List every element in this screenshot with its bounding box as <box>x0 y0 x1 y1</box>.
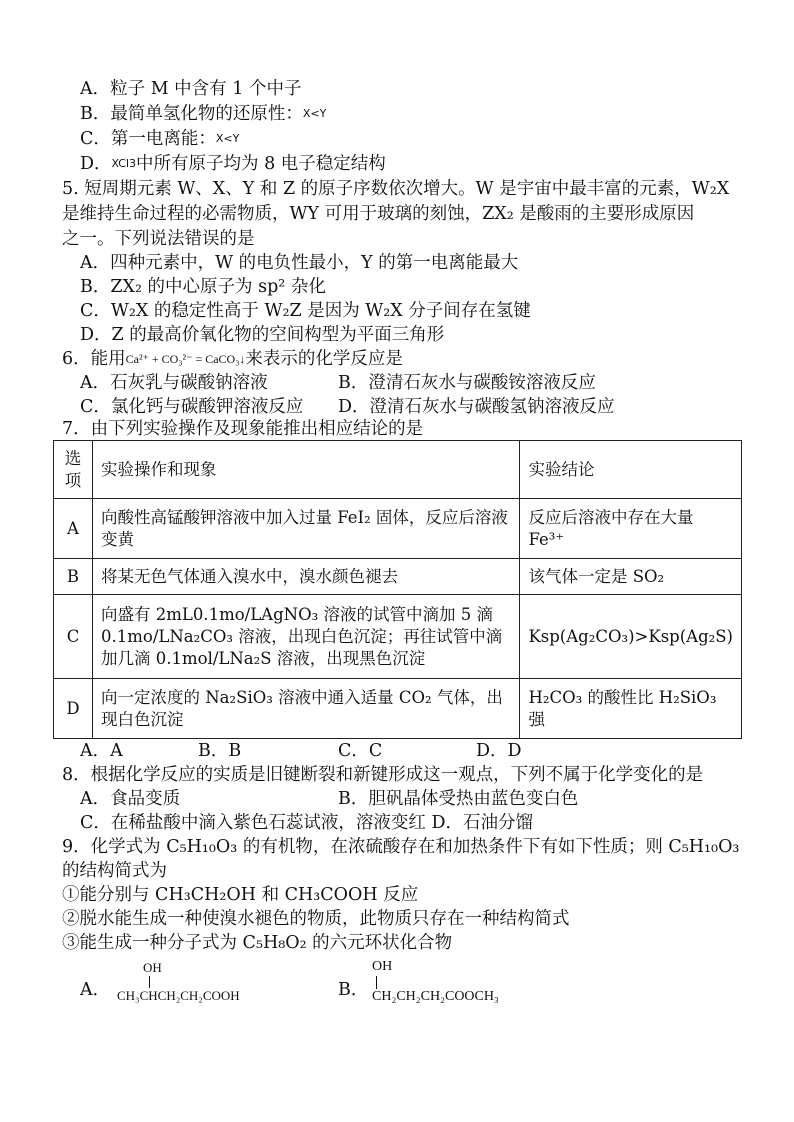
q4-option-c <box>80 127 239 151</box>
q4-option-c-text: C．第一电离能： <box>80 129 216 149</box>
row-option: B <box>54 559 93 595</box>
q6-option-b: B．澄清石灰水与碳酸铵溶液反应 <box>338 373 596 393</box>
q5-stem-1: 5. 短周期元素 W、X、Y 和 Z 的原子序数依次增大。W 是宇宙中最丰富的元素，W₂X <box>62 179 730 199</box>
q9-stem-2: 的结构简式为 <box>62 861 167 881</box>
row-operation: 将某无色气体通入溴水中，溴水颜色褪去 <box>93 559 520 595</box>
q9-property-1: ①能分别与 CH₃CH₂OH 和 CH₃COOH 反应 <box>62 885 419 905</box>
q4-option-d-formula: XCl3 <box>111 157 137 170</box>
q7-experiment-table <box>53 440 742 739</box>
q4-option-a: A．粒子 M 中含有 1 个中子 <box>80 79 302 99</box>
q4-option-b-text: B．最简单氢化物的还原性： <box>80 104 303 124</box>
q4-option-c-tail: X<Y <box>215 132 240 145</box>
q6-stem-pre: 6．能用 <box>62 349 126 369</box>
q4-option-b-tail: X<Y <box>302 107 327 120</box>
q4-option-d-text: 中所有原子均为 8 电子稳定结构 <box>136 154 386 174</box>
q9-option-b-oh: OH <box>372 959 393 974</box>
table-header-row <box>54 441 742 499</box>
header-operation: 实验操作和现象 <box>93 441 520 499</box>
q4-option-d <box>80 152 386 176</box>
table-row <box>54 679 742 739</box>
q8-option-b: B．胆矾晶体受热由蓝色变白色 <box>338 789 579 809</box>
q6-equation: Ca²⁺ + CO₃²⁻ = CaCO₃↓ <box>125 352 246 366</box>
row-conclusion: 该气体一定是 SO₂ <box>520 559 742 595</box>
q5-option-a: A．四种元素中，W 的电负性最小，Y 的第一电离能最大 <box>80 253 519 273</box>
q5-stem-2: 是维持生命过程的必需物质，WY 可用于玻璃的刻蚀，ZX₂ 是酸雨的主要形成原因 <box>62 204 695 224</box>
q5-stem-3: 之一。下列说法错误的是 <box>62 229 255 249</box>
row-conclusion: H₂CO₃ 的酸性比 H₂SiO₃ 强 <box>520 679 742 739</box>
q6-stem <box>62 347 403 371</box>
q5-option-c: C．W₂X 的稳定性高于 W₂Z 是因为 W₂X 分子间存在氢键 <box>80 301 531 321</box>
q4-option-d-pre: D． <box>80 154 112 174</box>
row-option: D <box>54 679 93 739</box>
q9-option-a-bond <box>149 976 151 988</box>
q4-option-b <box>80 102 326 126</box>
q9-option-b-formula: CH₂CH₂CH₂COOCH₃ <box>372 989 499 1004</box>
row-conclusion: Ksp(Ag₂CO₃)>Ksp(Ag₂S) <box>520 595 742 679</box>
q7-answer-d: D．D <box>476 741 522 761</box>
row-operation: 向盛有 2mL0.1mo/LAgNO₃ 溶液的试管中滴加 5 滴 0.1mo/LNa₂CO₃ 溶液，出现白色沉淀；再往试管中滴加几滴 0.1mol/LNa₂S 溶液，出现黑色沉淀 <box>93 595 520 679</box>
table-row <box>54 499 742 559</box>
q9-stem-1: 9．化学式为 C₅H₁₀O₃ 的有机物，在浓硫酸存在和加热条件下有如下性质；则 C₅H₁₀O₃ <box>62 837 740 857</box>
q9-option-b-label: B． <box>338 980 369 1000</box>
q7-answer-a: A．A <box>80 741 123 761</box>
row-option: C <box>54 595 93 679</box>
header-option: 选项 <box>54 441 93 499</box>
q5-option-d: D．Z 的最高价氧化物的空间构型为平面三角形 <box>80 325 445 345</box>
q9-property-2: ②脱水能生成一种使溴水褪色的物质，此物质只存在一种结构简式 <box>62 909 570 929</box>
row-option: A <box>54 499 93 559</box>
q7-stem: 7．由下列实验操作及现象能推出相应结论的是 <box>62 419 424 439</box>
q7-answer-c: C．C <box>338 741 383 761</box>
header-conclusion: 实验结论 <box>520 441 742 499</box>
q9-option-a-formula: CH₃CHCH₂CH₂COOH <box>117 988 240 1003</box>
q6-option-d: D．澄清石灰水与碳酸氢钠溶液反应 <box>338 397 615 417</box>
q8-stem: 8．根据化学反应的实质是旧键断裂和新键形成这一观点，下列不属于化学变化的是 <box>62 765 704 785</box>
q8-option-cd: C．在稀盐酸中滴入紫色石蕊试液，溶液变红 D．石油分馏 <box>80 813 533 833</box>
q9-option-a-oh: OH <box>143 960 162 975</box>
q9-option-a-label: A． <box>80 980 111 1000</box>
q8-option-a: A．食品变质 <box>80 789 181 809</box>
row-operation: 向一定浓度的 Na₂SiO₃ 溶液中通入适量 CO₂ 气体，出现白色沉淀 <box>93 679 520 739</box>
row-operation: 向酸性高锰酸钾溶液中加入过量 FeI₂ 固体，反应后溶液变黄 <box>93 499 520 559</box>
row-conclusion: 反应后溶液中存在大量 Fe³⁺ <box>520 499 742 559</box>
q6-option-a: A．石灰乳与碳酸钠溶液 <box>80 373 268 393</box>
table-row <box>54 559 742 595</box>
q7-answer-b: B．B <box>198 741 242 761</box>
q6-option-c: C．氯化钙与碳酸钾溶液反应 <box>80 397 304 417</box>
q9-property-3: ③能生成一种分子式为 C₅H₈O₂ 的六元环状化合物 <box>62 933 453 953</box>
table-row <box>54 595 742 679</box>
q6-stem-post: 来表示的化学反应是 <box>245 349 403 369</box>
q9-option-b-bond <box>376 976 378 989</box>
q5-option-b: B．ZX₂ 的中心原子为 sp² 杂化 <box>80 277 326 297</box>
